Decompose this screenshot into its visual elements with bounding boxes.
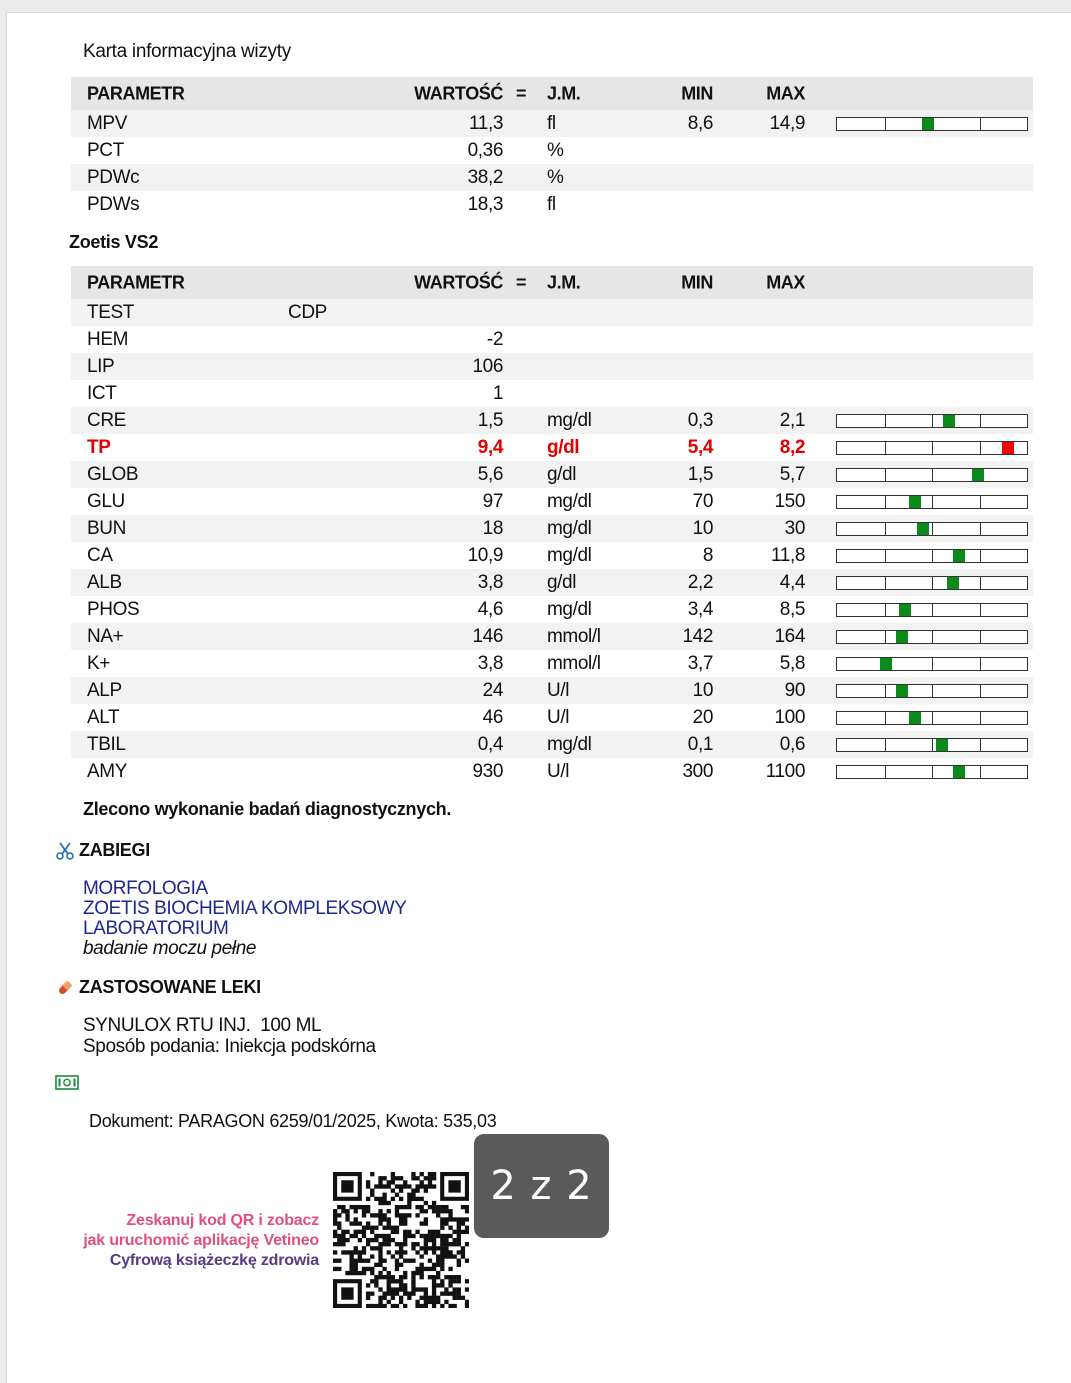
range-gauge <box>836 657 1028 671</box>
table-row <box>71 407 1033 434</box>
gauge-tick <box>932 658 933 670</box>
param-name: CA <box>87 544 113 566</box>
promo-line: jak uruchomić aplikację Vetineo <box>83 1232 319 1249</box>
param-unit: mg/dl <box>547 598 592 620</box>
param-value: 46 <box>482 706 503 728</box>
gauge-tick <box>932 766 933 778</box>
gauge-tick <box>932 496 933 508</box>
gauge-tick <box>980 739 981 751</box>
gauge-marker <box>947 577 959 589</box>
gauge-tick <box>885 550 886 562</box>
gauge-marker <box>1002 442 1014 454</box>
param-min: 8,6 <box>687 112 713 134</box>
param-value: 11,3 <box>469 112 503 134</box>
param-min: 5,4 <box>687 436 713 458</box>
param-name: TP <box>87 436 111 458</box>
gauge-tick <box>885 442 886 454</box>
param-max: 8,2 <box>779 436 805 458</box>
param-name: ALB <box>87 571 122 593</box>
range-gauge <box>836 468 1028 482</box>
gauge-tick <box>980 604 981 616</box>
param-max: 164 <box>774 625 805 647</box>
drugs-title: ZASTOSOWANE LEKI <box>79 977 261 997</box>
table-header <box>71 77 1033 110</box>
range-gauge <box>836 414 1028 428</box>
param-name: CRE <box>87 409 126 431</box>
header-unit: J.M. <box>547 83 581 103</box>
param-max: 30 <box>784 517 805 539</box>
param-name: PCT <box>87 139 124 161</box>
gauge-tick <box>980 658 981 670</box>
param-unit: U/l <box>547 679 570 701</box>
qr-code[interactable] <box>333 1172 469 1308</box>
table-row <box>71 542 1033 569</box>
gauge-tick <box>932 739 933 751</box>
gauge-marker <box>936 739 948 751</box>
table-row <box>71 623 1033 650</box>
param-name: K+ <box>87 652 110 674</box>
gauge-tick <box>932 712 933 724</box>
param-value: 0,36 <box>467 139 503 161</box>
header-unit: J.M. <box>547 272 581 292</box>
param-min: 0,1 <box>687 733 713 755</box>
param-name: GLU <box>87 490 125 512</box>
range-gauge <box>836 738 1028 752</box>
param-unit: g/dl <box>547 436 580 458</box>
param-max: 90 <box>784 679 805 701</box>
param-name: MPV <box>87 112 127 134</box>
table-row <box>71 569 1033 596</box>
range-gauge <box>836 684 1028 698</box>
gauge-marker <box>943 415 955 427</box>
header-value: WARTOŚĆ <box>414 272 503 292</box>
param-value: 1 <box>492 382 503 404</box>
param-unit: mg/dl <box>547 409 592 431</box>
param-value: 38,2 <box>467 166 503 188</box>
gauge-marker <box>880 658 892 670</box>
param-value: 146 <box>472 625 503 647</box>
gauge-marker <box>953 766 965 778</box>
param-name: ALT <box>87 706 120 728</box>
range-gauge <box>836 603 1028 617</box>
param-max: 14,9 <box>769 112 805 134</box>
param-name: ICT <box>87 382 117 404</box>
gauge-tick <box>885 523 886 535</box>
range-gauge <box>836 765 1028 779</box>
table-header <box>71 266 1033 299</box>
header-param: PARAMETR <box>87 83 185 103</box>
param-unit: % <box>547 139 564 161</box>
gauge-tick <box>885 496 886 508</box>
header-min: MIN <box>681 272 713 292</box>
table-row <box>71 191 1033 218</box>
param-value: 4,6 <box>477 598 503 620</box>
gauge-marker <box>899 604 911 616</box>
gauge-tick <box>885 415 886 427</box>
table-row <box>71 353 1033 380</box>
gauge-marker <box>972 469 984 481</box>
param-unit: g/dl <box>547 463 577 485</box>
procedure-item: MORFOLOGIA <box>83 878 208 899</box>
procedure-item: ZOETIS BIOCHEMIA KOMPLEKSOWY <box>83 898 407 919</box>
param-unit: g/dl <box>547 571 577 593</box>
procedure-note: badanie moczu pełne <box>83 938 257 959</box>
param-value: 106 <box>472 355 503 377</box>
gauge-tick <box>980 118 981 130</box>
param-unit: mmol/l <box>547 625 601 647</box>
gauge-tick <box>932 415 933 427</box>
header-eq: = <box>516 83 527 103</box>
param-unit: mg/dl <box>547 517 592 539</box>
param-min: 3,4 <box>687 598 713 620</box>
promo-line: Cyfrową książeczkę zdrowia <box>109 1252 319 1269</box>
document-page <box>6 12 1071 1383</box>
gauge-tick <box>932 550 933 562</box>
param-max: 0,6 <box>779 733 805 755</box>
range-gauge <box>836 441 1028 455</box>
param-value: 24 <box>482 679 503 701</box>
param-max: 2,1 <box>779 409 805 431</box>
gauge-tick <box>885 604 886 616</box>
param-name: GLOB <box>87 463 139 485</box>
gauge-marker <box>909 712 921 724</box>
gauge-tick <box>932 604 933 616</box>
param-unit: mmol/l <box>547 652 601 674</box>
gauge-marker <box>909 496 921 508</box>
header-max: MAX <box>766 83 805 103</box>
param-min: 0,3 <box>687 409 713 431</box>
table-row <box>71 515 1033 542</box>
table-row <box>71 650 1033 677</box>
param-name: PHOS <box>87 598 140 620</box>
gauge-tick <box>980 523 981 535</box>
param-unit: mg/dl <box>547 544 592 566</box>
param-unit: fl <box>547 193 556 215</box>
table-row <box>71 596 1033 623</box>
param-name: AMY <box>87 760 127 782</box>
drug-name: SYNULOX RTU INJ. 100 ML <box>83 1015 322 1036</box>
param-name: PDWs <box>87 193 140 215</box>
param-min: 8 <box>702 544 713 566</box>
param-value: -2 <box>486 328 503 350</box>
param-min: 300 <box>682 760 713 782</box>
table-row <box>71 758 1033 785</box>
param-min: 2,2 <box>687 571 713 593</box>
scissors-icon <box>55 841 75 861</box>
procedures-list <box>83 879 406 959</box>
range-gauge <box>836 576 1028 590</box>
table-row <box>71 326 1033 353</box>
page-indicator: 2 z 2 <box>474 1134 609 1238</box>
param-max: 100 <box>774 706 805 728</box>
header-min: MIN <box>681 83 713 103</box>
param-max: 5,8 <box>779 652 805 674</box>
gauge-tick <box>885 712 886 724</box>
range-gauge <box>836 549 1028 563</box>
procedures-heading <box>55 840 150 861</box>
table-row <box>71 704 1033 731</box>
param-max: 8,5 <box>779 598 805 620</box>
gauge-tick <box>980 766 981 778</box>
gauge-tick <box>932 523 933 535</box>
param-max: 150 <box>774 490 805 512</box>
param-value: 18,3 <box>467 193 503 215</box>
gauge-tick <box>932 469 933 481</box>
param-unit: fl <box>547 112 556 134</box>
gauge-tick <box>932 631 933 643</box>
param-name: NA+ <box>87 625 124 647</box>
param-unit: mg/dl <box>547 490 592 512</box>
param-name: TEST <box>87 301 134 323</box>
gauge-tick <box>885 118 886 130</box>
param-value: 0,4 <box>477 733 503 755</box>
table-row <box>71 110 1033 137</box>
gauge-tick <box>885 469 886 481</box>
header-param: PARAMETR <box>87 272 185 292</box>
table-row <box>71 731 1033 758</box>
header-max: MAX <box>766 272 805 292</box>
results-table-2 <box>71 266 1033 785</box>
param-value: 3,8 <box>477 571 503 593</box>
drug-block <box>83 1015 376 1057</box>
param-max: 4,4 <box>779 571 805 593</box>
range-gauge <box>836 711 1028 725</box>
gauge-marker <box>953 550 965 562</box>
gauge-tick <box>885 685 886 697</box>
table-row <box>71 677 1033 704</box>
param-extra: CDP <box>288 301 327 323</box>
procedure-item: LABORATORIUM <box>83 918 229 939</box>
range-gauge <box>836 630 1028 644</box>
param-value: 10,9 <box>467 544 503 566</box>
gauge-tick <box>885 577 886 589</box>
gauge-tick <box>980 631 981 643</box>
gauge-tick <box>980 550 981 562</box>
gauge-tick <box>885 631 886 643</box>
gauge-tick <box>980 415 981 427</box>
param-unit: U/l <box>547 760 570 782</box>
param-name: HEM <box>87 328 129 350</box>
diagnostics-note: Zlecono wykonanie badań diagnostycznych. <box>83 799 452 819</box>
param-min: 10 <box>692 679 713 701</box>
section-title-zoetis: Zoetis VS2 <box>69 232 159 252</box>
table-row <box>71 299 1033 326</box>
gauge-marker <box>896 685 908 697</box>
param-value: 930 <box>472 760 503 782</box>
param-min: 3,7 <box>687 652 713 674</box>
pill-icon <box>55 978 75 998</box>
gauge-tick <box>932 685 933 697</box>
param-name: TBIL <box>87 733 126 755</box>
param-value: 97 <box>482 490 503 512</box>
gauge-tick <box>885 766 886 778</box>
param-min: 10 <box>692 517 713 539</box>
procedures-title: ZABIEGI <box>79 840 150 860</box>
table-row <box>71 164 1033 191</box>
param-value: 3,8 <box>477 652 503 674</box>
drug-route: Sposób podania: Iniekcja podskórna <box>83 1036 376 1057</box>
document-title: Karta informacyjna wizyty <box>83 41 291 62</box>
gauge-tick <box>980 442 981 454</box>
app-promo <box>37 1211 319 1271</box>
param-value: 5,6 <box>477 463 503 485</box>
range-gauge <box>836 117 1028 131</box>
param-name: ALP <box>87 679 122 701</box>
param-min: 20 <box>692 706 713 728</box>
param-min: 142 <box>682 625 713 647</box>
param-name: BUN <box>87 517 126 539</box>
param-unit: % <box>547 166 564 188</box>
gauge-marker <box>896 631 908 643</box>
param-unit: U/l <box>547 706 570 728</box>
range-gauge <box>836 495 1028 509</box>
drugs-heading <box>55 977 261 998</box>
param-name: LIP <box>87 355 115 377</box>
table-row <box>71 461 1033 488</box>
gauge-tick <box>932 577 933 589</box>
param-unit: mg/dl <box>547 733 592 755</box>
gauge-tick <box>980 685 981 697</box>
gauge-marker <box>922 118 934 130</box>
table-row <box>71 137 1033 164</box>
param-max: 5,7 <box>779 463 805 485</box>
gauge-tick <box>980 712 981 724</box>
results-table-1 <box>71 77 1033 218</box>
promo-line: Zeskanuj kod QR i zobacz <box>126 1212 319 1229</box>
param-value: 9,4 <box>477 436 503 458</box>
header-eq: = <box>516 272 527 292</box>
gauge-marker <box>917 523 929 535</box>
table-row <box>71 488 1033 515</box>
param-value: 1,5 <box>477 409 503 431</box>
banknote-icon <box>55 1075 79 1091</box>
param-min: 1,5 <box>687 463 713 485</box>
param-max: 1100 <box>765 760 805 782</box>
gauge-tick <box>932 442 933 454</box>
table-row <box>71 380 1033 407</box>
payment-document: Dokument: PARAGON 6259/01/2025, Kwota: 535,03 <box>89 1111 497 1131</box>
param-value: 18 <box>482 517 503 539</box>
param-max: 11,8 <box>771 544 805 566</box>
param-min: 70 <box>692 490 713 512</box>
table-row <box>71 434 1033 461</box>
gauge-tick <box>980 496 981 508</box>
range-gauge <box>836 522 1028 536</box>
param-name: PDWc <box>87 166 140 188</box>
gauge-tick <box>885 739 886 751</box>
header-value: WARTOŚĆ <box>414 83 503 103</box>
gauge-tick <box>980 577 981 589</box>
